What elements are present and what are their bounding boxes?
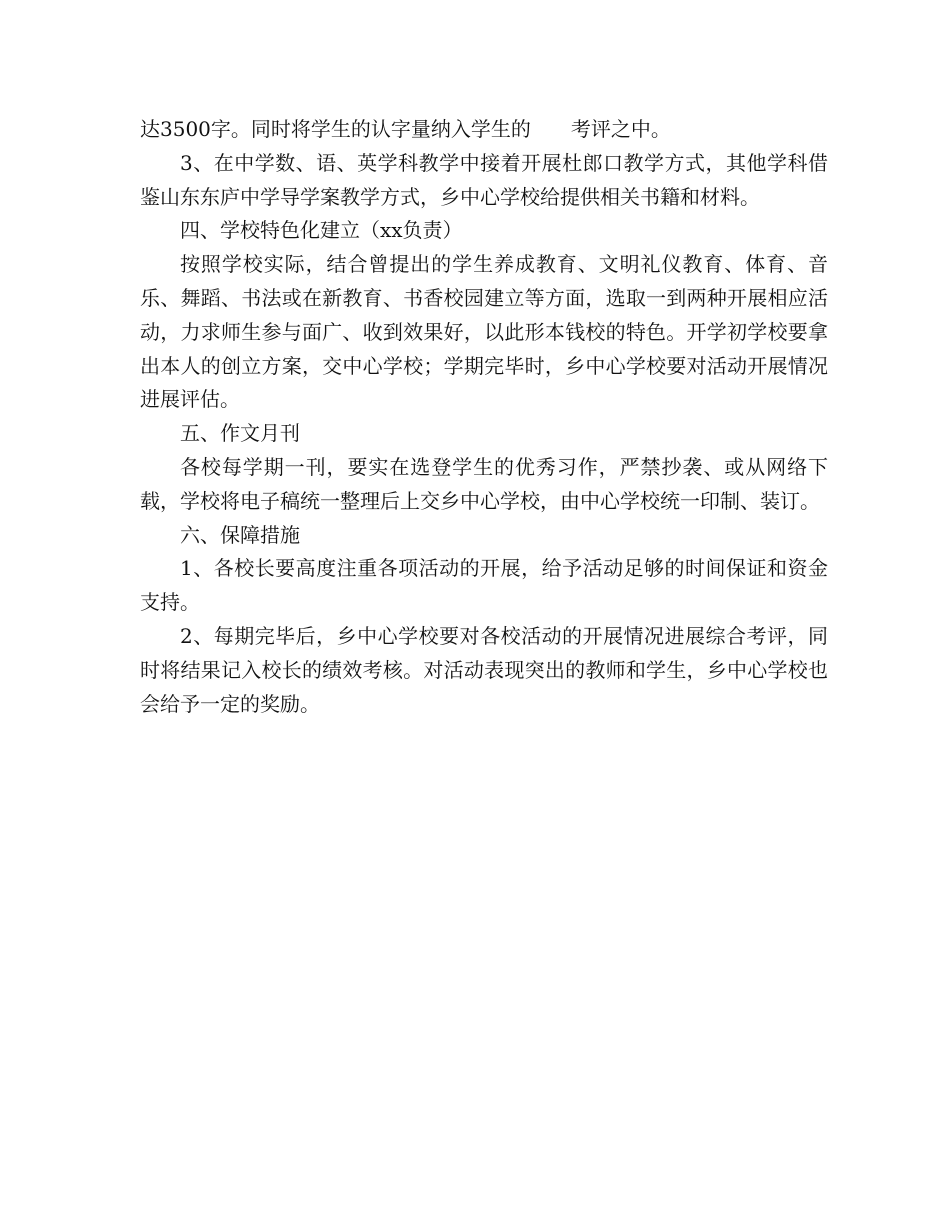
heading-composition-monthly: 五、作文月刊 bbox=[180, 421, 300, 446]
paragraph-teaching-method: 3、在中学数、语、英学科教学中接着开展杜郎口教学方式，其他学科借鉴山东东庐中学导学案教学方式，乡中心学校给提供相关书籍和材料。 bbox=[140, 150, 828, 209]
paragraph-composition-monthly: 各校每学期一刊，要实在选登学生的优秀习作，严禁抄袭、或从网络下载，学校将电子稿统一整理后上交乡中心学校，由中心学校统一印制、装订。 bbox=[140, 454, 828, 513]
heading-safeguards: 六、保障措施 bbox=[180, 522, 300, 547]
heading-school-characteristics: 四、学校特色化建立（xx负责） bbox=[180, 218, 463, 243]
paragraph-safeguard-2: 2、每期完毕后，乡中心学校要对各校活动的开展情况进展综合考评，同时将结果记入校长的绩效考核。对活动表现突出的教师和学生，乡中心学校也会给予一定的奖励。 bbox=[140, 623, 828, 716]
paragraph-literacy-continued: 达3500字。同时将学生的认字量纳入学生的 考评之中。 bbox=[140, 117, 671, 141]
paragraph-safeguard-1: 1、各校长要高度注重各项活动的开展，给予活动足够的时间保证和资金支持。 bbox=[140, 556, 828, 615]
document-body bbox=[140, 113, 828, 721]
paragraph-school-characteristics: 按照学校实际，结合曾提出的学生养成教育、文明礼仪教育、体育、音乐、舞蹈、书法或在新教育、书香校园建立等方面，选取一到两种开展相应活动，力求师生参与面广、收到效果好，以此形本钱校的特色。开学初学校要拿出本人的创立方案，交中心学校；学期完毕时，乡中心学校要对活动开展情况进展评估。 bbox=[140, 252, 828, 412]
